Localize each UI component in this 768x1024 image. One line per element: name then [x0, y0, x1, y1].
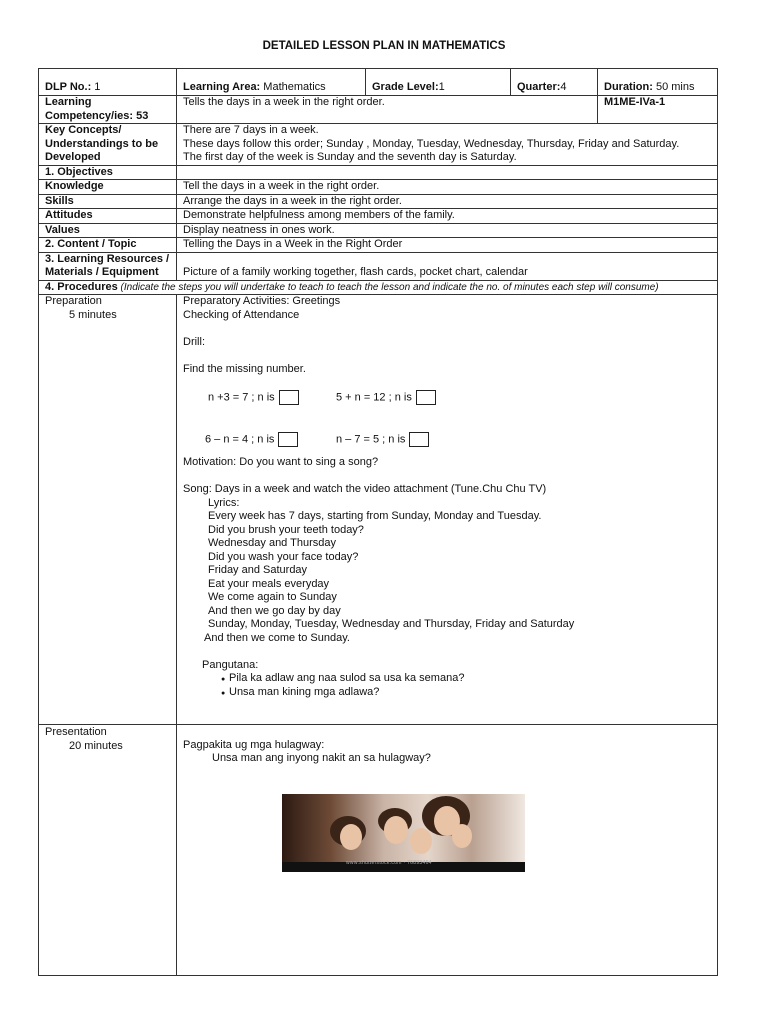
- answer-box: [416, 390, 436, 405]
- values-row: Values Display neatness in ones work.: [39, 223, 718, 238]
- objectives-heading-row: [39, 165, 718, 180]
- question-item: ● Unsa man kining mga adlawa?: [183, 686, 711, 700]
- key-concepts-label: Key Concepts/ Understandings to be Developed: [39, 124, 177, 166]
- key-concepts-text: There are 7 days in a week. These days follow this order; Sunday , Monday, Tuesday, Wednesday, Thursday, Friday and Saturday. The first day of the week is Sunday and the seventh day is Saturday.: [177, 124, 718, 166]
- duration-cell: Duration: 50 mins: [598, 69, 718, 96]
- objectives-heading: 1. Objectives: [39, 165, 177, 180]
- procedures-row: [39, 280, 718, 295]
- attitudes-row: Attitudes Demonstrate helpfulness among members of the family.: [39, 209, 718, 224]
- competency-row: [39, 96, 718, 124]
- presentation-label-cell: Presentation 20 minutes: [39, 725, 177, 976]
- presentation-content: Pagpakita ug mga hulagway: Unsa man ang inyong nakit an sa hulagway? www.shutterstock.com · 76893464: [177, 725, 718, 976]
- key-concepts-row: [39, 124, 718, 166]
- learning-area-cell: Learning Area: Mathematics: [177, 69, 366, 96]
- drill-equations-row-2: [183, 432, 711, 448]
- question-item: ● Pila ka adlaw ang naa sulod sa usa ka semana?: [183, 672, 711, 686]
- lyrics-block: Every week has 7 days, starting from Sunday, Monday and Tuesday. Did you brush your teeth today? Wednesday and Thursday Did you wash your face today? Friday and Saturday Eat your meals everyday We come again to Sunday And then we go day by day Sunday, Monday, Tuesday, Wednesday and Thursday, Friday and Saturday And then we come to Sunday.: [204, 510, 575, 644]
- header-row: [39, 69, 718, 96]
- lesson-plan-table: [38, 68, 718, 976]
- competency-code: M1ME-IVa-1: [598, 96, 718, 124]
- knowledge-row: Knowledge Tell the days in a week in the right order.: [39, 180, 718, 195]
- family-photo: www.shutterstock.com · 76893464: [282, 794, 525, 872]
- equation-2: 5 + n = 12 ; n is: [336, 390, 436, 405]
- equation-1: n +3 = 7 ; n is: [208, 390, 299, 405]
- competency-text: Tells the days in a week in the right order.: [177, 96, 598, 124]
- content-row: 2. Content / Topic Telling the Days in a Week in the Right Order: [39, 238, 718, 253]
- skills-row: Skills Arrange the days in a week in the right order.: [39, 194, 718, 209]
- answer-box: [279, 390, 299, 405]
- preparation-label-cell: Preparation 5 minutes: [39, 295, 177, 725]
- drill-equations-row-1: [183, 390, 711, 406]
- answer-box: [409, 432, 429, 447]
- dlp-cell: DLP No.: 1: [39, 69, 177, 96]
- preparation-row: [39, 295, 718, 725]
- quarter-cell: Quarter:4: [511, 69, 598, 96]
- procedures-heading: 4. Procedures (Indicate the steps you will undertake to teach to teach the lesson and indicate the no. of minutes each step will consume): [39, 280, 718, 295]
- document-title: DETAILED LESSON PLAN IN MATHEMATICS: [262, 40, 506, 52]
- grade-level-cell: Grade Level:1: [366, 69, 511, 96]
- presentation-row: [39, 725, 718, 976]
- resources-text: Picture of a family working together, flash cards, pocket chart, calendar: [177, 252, 718, 280]
- resources-row: [39, 252, 718, 280]
- equation-4: n – 7 = 5 ; n is: [336, 432, 429, 447]
- resources-label: 3. Learning Resources / Materials / Equipment: [39, 252, 177, 280]
- equation-3: 6 – n = 4 ; n is: [205, 432, 298, 447]
- competency-label: Learning Competency/ies: 53: [39, 96, 177, 124]
- preparation-content: Preparatory Activities: Greetings Checking of Attendance Drill: Find the missing number. n +3 = 7 ; n is 5 + n = 12 ; n is 6 – n = 4 ; n is n – 7 = 5 ; n is Motivation: Do you want to sing a song? Song: Days in a week and watch the video attachment (Tune.Chu Chu TV) Lyrics: Every week has 7 days, starting from Sunday, Monday and Tuesday. Did you brush your teeth today? Wednesday and Thursday Did you wash your face today? Friday and Saturday Eat your meals everyday We come again to Sunday And then we go day by day Sunday, Monday, Tuesday, Wednesday and Thursday, Friday and Saturday And then we come to Sunday. Pangutana: ● Pila ka adlaw ang naa sulod sa usa ka semana? ● Unsa man kining mga adlawa?: [177, 295, 718, 725]
- answer-box: [278, 432, 298, 447]
